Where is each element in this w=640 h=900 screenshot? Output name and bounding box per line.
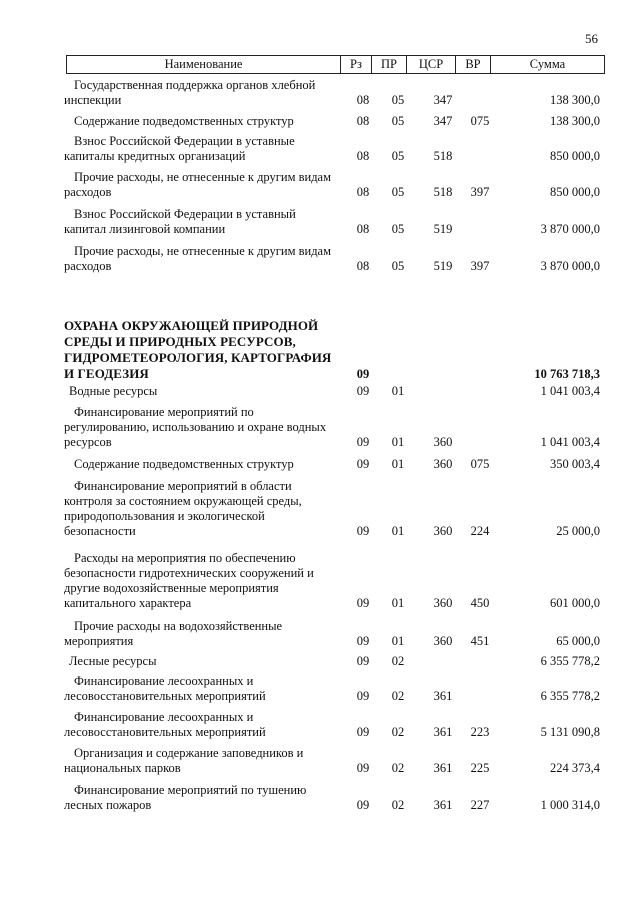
- row-rz: 09: [356, 384, 370, 398]
- header-sum: Сумма: [490, 56, 604, 73]
- row-rz: 08: [356, 93, 370, 107]
- row-pr: 01: [391, 634, 405, 648]
- row-sum: 25 000,0: [556, 524, 600, 538]
- row-pr: 02: [391, 798, 405, 812]
- row-name: Организация и содержание заповедников и национальных парков: [64, 746, 304, 775]
- row-sum: 601 000,0: [550, 596, 600, 610]
- row-name: Взнос Российской Федерации в уставный капитал лизинговой компании: [64, 207, 296, 236]
- row-vr: 075: [470, 114, 490, 128]
- row-name: Водные ресурсы: [69, 384, 158, 398]
- row-csr: 361: [433, 725, 453, 739]
- row-pr: 05: [391, 149, 405, 163]
- row-csr: 360: [433, 596, 453, 610]
- row-sum: 850 000,0: [550, 185, 600, 199]
- row-rz: 09: [356, 634, 370, 648]
- row-rz: 09: [356, 367, 370, 381]
- row-name: Финансирование мероприятий в области контроля за состоянием окружающей среды, природопользования и экологической безопасности: [64, 479, 302, 538]
- header-pr: ПР: [371, 56, 406, 73]
- row-pr: 01: [391, 384, 405, 398]
- table-row: [0, 78, 640, 108]
- table-row: [0, 384, 640, 399]
- table-row: [0, 405, 640, 450]
- row-pr: 02: [391, 761, 405, 775]
- row-name: Финансирование мероприятий по регулированию, использованию и охране водных ресурсов: [64, 405, 327, 449]
- row-vr: 224: [470, 524, 490, 538]
- row-csr: 360: [433, 634, 453, 648]
- row-sum: 3 870 000,0: [540, 222, 600, 236]
- table-row: [0, 134, 640, 164]
- row-csr: 347: [433, 93, 453, 107]
- section-row: [0, 318, 640, 382]
- table-row: [0, 619, 640, 649]
- table-row: [0, 207, 640, 237]
- row-pr: 01: [391, 596, 405, 610]
- row-csr: 519: [433, 259, 453, 273]
- row-sum: 6 355 778,2: [540, 654, 600, 668]
- row-rz: 08: [356, 259, 370, 273]
- table-row: [0, 654, 640, 669]
- table-row: [0, 710, 640, 740]
- row-rz: 09: [356, 761, 370, 775]
- row-csr: 361: [433, 798, 453, 812]
- row-vr: 223: [470, 725, 490, 739]
- row-rz: 09: [356, 689, 370, 703]
- row-rz: 09: [356, 725, 370, 739]
- table-row: [0, 674, 640, 704]
- row-name: Расходы на мероприятия по обеспечению безопасности гидротехнических сооружений и другие водохозяйственные мероприятия капитального характера: [64, 551, 314, 610]
- row-pr: 05: [391, 222, 405, 236]
- row-csr: 519: [433, 222, 453, 236]
- row-sum: 65 000,0: [556, 634, 600, 648]
- table-row: [0, 244, 640, 274]
- row-sum: 1 041 003,4: [540, 384, 600, 398]
- row-rz: 08: [356, 185, 370, 199]
- row-pr: 02: [391, 725, 405, 739]
- row-csr: 360: [433, 457, 453, 471]
- row-name: Содержание подведомственных структур: [74, 457, 294, 471]
- row-sum: 350 003,4: [550, 457, 600, 471]
- row-rz: 09: [356, 435, 370, 449]
- row-name: Финансирование мероприятий по тушению лесных пожаров: [64, 783, 307, 812]
- row-rz: 09: [356, 596, 370, 610]
- row-vr: 397: [470, 185, 490, 199]
- row-rz: 08: [356, 222, 370, 236]
- table-row: [0, 783, 640, 813]
- row-rz: 09: [356, 798, 370, 812]
- row-rz: 08: [356, 149, 370, 163]
- row-csr: 361: [433, 689, 453, 703]
- table-row: [0, 551, 640, 611]
- row-name: Содержание подведомственных структур: [74, 114, 294, 128]
- row-name: Лесные ресурсы: [69, 654, 157, 668]
- row-sum: 6 355 778,2: [540, 689, 600, 703]
- row-name: Прочие расходы, не отнесенные к другим видам расходов: [64, 170, 332, 199]
- table-header: [66, 55, 605, 74]
- header-name: Наименование: [164, 57, 243, 71]
- table-row: [0, 746, 640, 776]
- row-csr: 347: [433, 114, 453, 128]
- row-vr: 397: [470, 259, 490, 273]
- row-pr: 01: [391, 435, 405, 449]
- table-row: [0, 479, 640, 539]
- row-name: Государственная поддержка органов хлебной инспекции: [64, 78, 316, 107]
- row-csr: 518: [433, 149, 453, 163]
- row-pr: 05: [391, 114, 405, 128]
- table-row: [0, 457, 640, 472]
- row-sum: 3 870 000,0: [540, 259, 600, 273]
- row-sum: 5 131 090,8: [540, 725, 600, 739]
- section-title: ОХРАНА ОКРУЖАЮЩЕЙ ПРИРОДНОЙ СРЕДЫ И ПРИРОДНЫХ РЕСУРСОВ, ГИДРОМЕТЕОРОЛОГИЯ, КАРТОГРАФИЯ И ГЕОДЕЗИЯ: [64, 318, 332, 381]
- row-pr: 02: [391, 654, 405, 668]
- row-pr: 01: [391, 457, 405, 471]
- row-pr: 05: [391, 259, 405, 273]
- header-rz: Рз: [340, 56, 371, 73]
- row-rz: 09: [356, 457, 370, 471]
- row-vr: 227: [470, 798, 490, 812]
- row-csr: 518: [433, 185, 453, 199]
- row-rz: 09: [356, 654, 370, 668]
- row-csr: 361: [433, 761, 453, 775]
- row-sum: 10 763 718,3: [534, 367, 600, 381]
- row-csr: 360: [433, 435, 453, 449]
- row-sum: 850 000,0: [550, 149, 600, 163]
- row-name: Прочие расходы, не отнесенные к другим видам расходов: [64, 244, 332, 273]
- header-vr: ВР: [455, 56, 490, 73]
- row-vr: 075: [470, 457, 490, 471]
- row-rz: 08: [356, 114, 370, 128]
- header-csr: ЦСР: [406, 56, 455, 73]
- row-name: Финансирование лесоохранных и лесовосстановительных мероприятий: [64, 674, 266, 703]
- row-csr: 360: [433, 524, 453, 538]
- row-pr: 05: [391, 185, 405, 199]
- row-name: Прочие расходы на водохозяйственные мероприятия: [64, 619, 283, 648]
- table-row: [0, 114, 640, 129]
- page-number: 56: [585, 31, 598, 46]
- row-rz: 09: [356, 524, 370, 538]
- row-pr: 02: [391, 689, 405, 703]
- row-pr: 05: [391, 93, 405, 107]
- row-pr: 01: [391, 524, 405, 538]
- row-sum: 224 373,4: [550, 761, 600, 775]
- row-sum: 1 000 314,0: [540, 798, 600, 812]
- row-name: Финансирование лесоохранных и лесовосстановительных мероприятий: [64, 710, 266, 739]
- row-sum: 138 300,0: [550, 114, 600, 128]
- row-sum: 138 300,0: [550, 93, 600, 107]
- row-vr: 451: [470, 634, 490, 648]
- row-vr: 450: [470, 596, 490, 610]
- row-name: Взнос Российской Федерации в уставные капиталы кредитных организаций: [64, 134, 295, 163]
- row-vr: 225: [470, 761, 490, 775]
- row-sum: 1 041 003,4: [540, 435, 600, 449]
- table-row: [0, 170, 640, 200]
